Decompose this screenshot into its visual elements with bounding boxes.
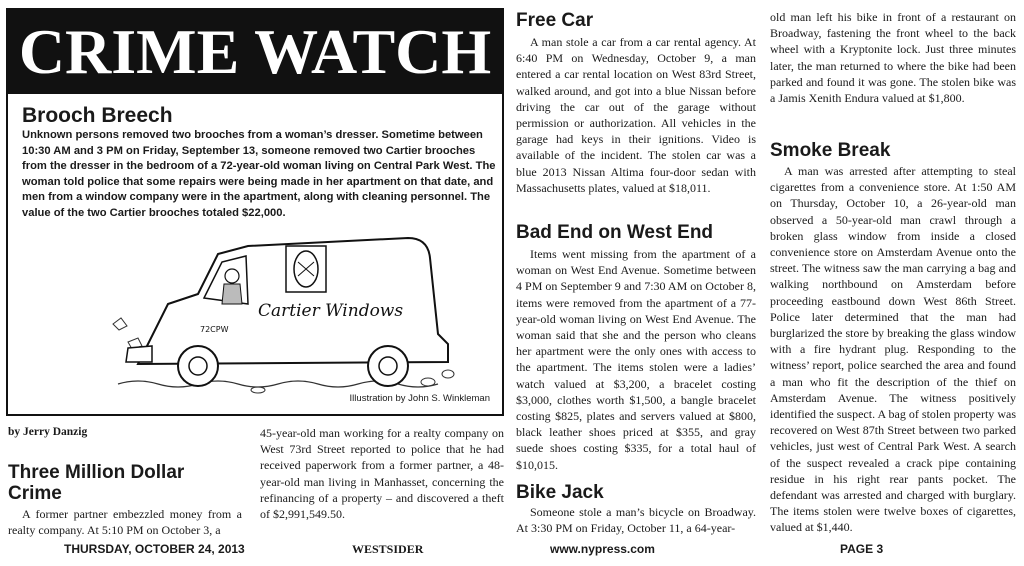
bike-jack-body-a: [516, 504, 756, 536]
bike-jack-paragraph-b: old man left his bike in front of a restaurant on Broadway, fastening the front wheel to the back wheel with a Kryptonite lock. Just three minutes later, the man returned to where the bike had been parked and found it was gone. The stolen bike was a Jamis Xenith Endura valued at $1,800.: [770, 10, 1016, 106]
free-car-paragraph: A man stole a car from a car rental agency. At 6:40 PM on Wednesday, October 9, a man entered a car rental location on West 83rd Street, walked around, and got into a blue Nissan before driving the car out of the garage without permission or authorization. All vehicles in the garage had keys in their ignitions. Video is available of the incident. The stolen car was a blue 2013 Nissan Altima four-door sedan with Massachusetts plates, valued at $18,011.: [516, 35, 756, 195]
brooch-breech-headline: Brooch Breech: [22, 104, 173, 127]
bad-end-paragraph: Items went missing from the apartment of a woman on West End Avenue. Sometime between 4 PM on September 9 and 7:30 AM on October 8, items were removed from the apartment of a 77-year-old woman living on West End Avenue. The woman said that she and the person who cleans her apartment were the only ones with access to the apartment. The items stolen were a ladies’ watch valued at $3,200, a bracelet costing $3,000, clothes worth $1,500, a bangle bracelet costing $825, plates and servers valued at $800, black leather shoes priced at $355, and gray suede shoes costing $335, for a total haul of $10,015.: [516, 247, 756, 472]
bike-jack-paragraph-a: Someone stole a man’s bicycle on Broadway. At 3:30 PM on Friday, October 11, a 64-year-: [516, 505, 756, 536]
truck-sign-text: Cartier Windows: [258, 301, 404, 321]
crime-watch-box: [6, 8, 504, 416]
three-million-body-b: [260, 425, 504, 522]
illustration-credit: Illustration by John S. Winkleman: [349, 393, 490, 404]
smoke-break-paragraph: A man was arrested after attempting to steal cigarettes from a convenience store. At 1:50 AM on Thursday, October 10, a 26-year-old man observed a 50-year-old man crawl through a broken glass window from inside a closed convenience store on Amsterdam Avenue onto the street. The witness saw the man carrying a bag and walking northbound on Amsterdam before proceeding eastbound down West 86th Street. Police later determined that the man had burglarized the store by breaking the glass window with a fire hydrant plug. Responding to the witness’ report, police searched the area and found a man who fit the description of the thief on Amsterdam Avenue. The witness positively identified the suspect. A bag of stolen property was recovered on West 87th Street between two parked vehicles, just west of Central Park West. A search of the suspect revealed a crack pipe containing residue in his right rear pants pocket. The defendant was arrested and charged with burglary. The items stolen were twelve boxes of cigarettes, valued at $1,440.: [770, 164, 1016, 535]
footer-url: www.nypress.com: [550, 542, 655, 556]
truck-illustration: [108, 224, 468, 404]
smoke-break-body: [770, 163, 1016, 536]
crime-watch-banner: CRIME WATCH: [8, 10, 502, 94]
footer-page-number: PAGE 3: [840, 542, 884, 556]
bad-end-headline: Bad End on West End: [516, 222, 714, 243]
bike-jack-headline: Bike Jack: [516, 482, 604, 503]
page-footer: [0, 540, 1024, 560]
bad-end-body: [516, 246, 756, 473]
bike-jack-body-b: [770, 9, 1016, 106]
footer-date: THURSDAY, OCTOBER 24, 2013: [64, 542, 245, 556]
smoke-break-headline: Smoke Break: [770, 140, 891, 161]
footer-paper-name: WESTSIDER: [352, 542, 424, 556]
byline: by Jerry Danzig: [8, 426, 88, 438]
three-million-paragraph-a: A former partner embezzled money from a realty company. At 5:10 PM on October 3, a: [8, 507, 242, 538]
free-car-body: [516, 34, 756, 196]
three-million-body-a: [8, 506, 242, 538]
three-million-paragraph-b: 45-year-old man working for a realty company on West 73rd Street reported to police that he had received paperwork from a former partner, a 48-year-old man living in Manhasset, concerning the refinancing of a property – and discovered a theft of $2,991,549.50.: [260, 426, 504, 522]
three-million-headline: Three Million Dollar Crime: [8, 462, 185, 504]
truck-plate-text: 72CPW: [200, 325, 229, 334]
brooch-breech-body: Unknown persons removed two brooches from a woman’s dresser. Sometime between 10:30 AM and 3 PM on Friday, September 13, someone removed two Cartier brooches from the dresser in the bedroom of a 72-year-old woman living on Central Park West. The woman told police that some repairs were being made in her apartment on that date, and men from a window company were in the apartment, along with cleaning personnel. The value of the two Cartier brooches totaled $22,000.: [22, 129, 496, 219]
free-car-headline: Free Car: [516, 10, 594, 31]
